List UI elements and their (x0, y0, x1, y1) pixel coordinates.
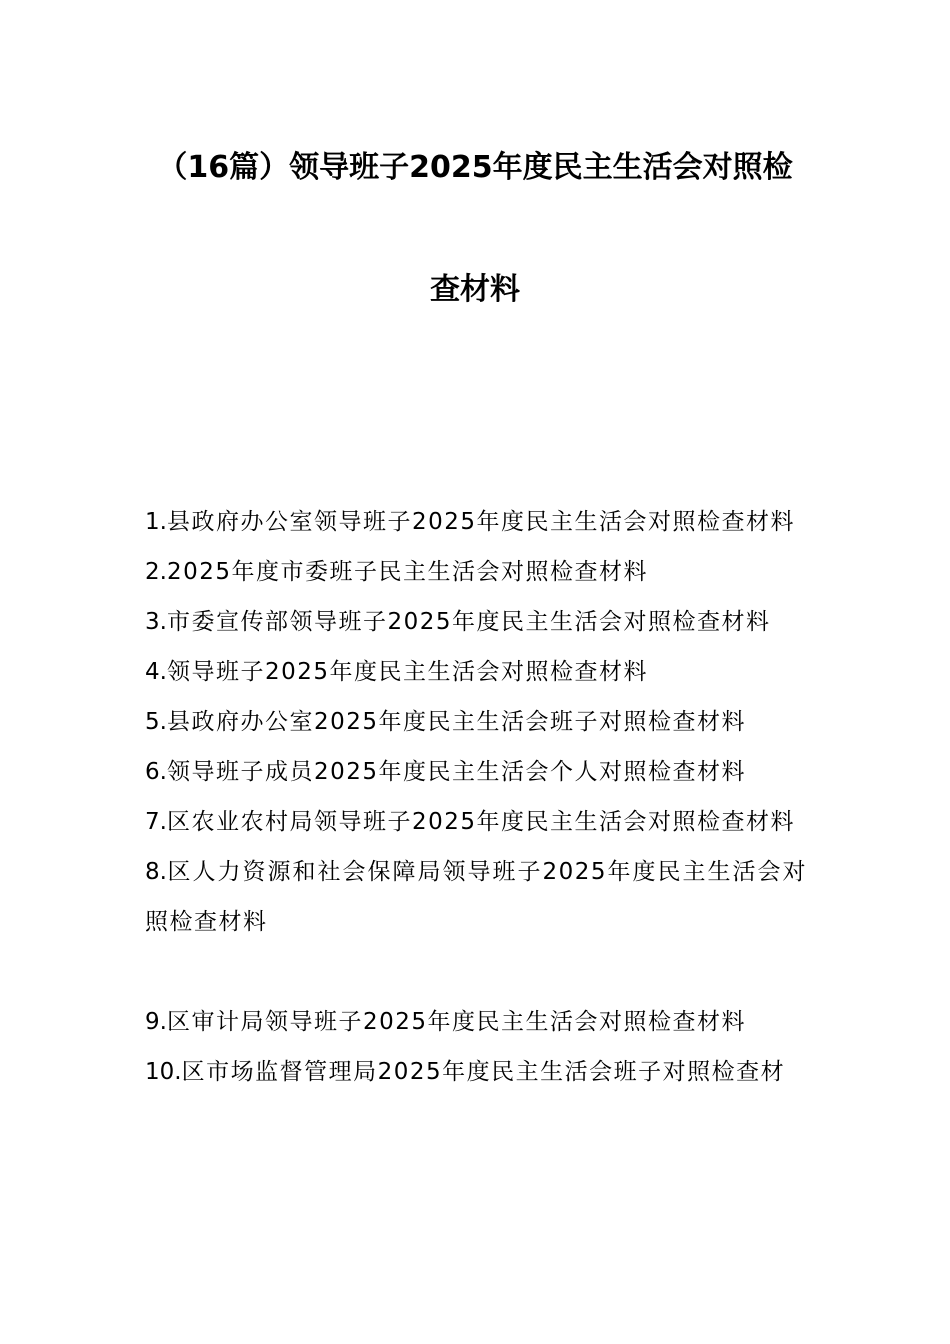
toc-item-number: 10. (145, 1059, 182, 1085)
toc-item-5 (145, 697, 807, 747)
toc-item-4 (145, 647, 807, 697)
toc-item-text: 2025年度市委班子民主生活会对照检查材料 (166, 559, 648, 585)
toc-item-number: 5. (145, 709, 167, 735)
toc-item-text: 县政府办公室领导班子2025年度民主生活会对照检查材料 (166, 509, 795, 535)
toc-item-text: 领导班子2025年度民主生活会对照检查材料 (166, 659, 648, 685)
toc-item-number: 6. (145, 759, 167, 785)
toc-item-number: 4. (145, 659, 167, 685)
toc-item-text: 市委宣传部领导班子2025年度民主生活会对照检查材料 (166, 609, 771, 635)
table-of-contents (145, 497, 807, 1097)
toc-item-number: 8. (145, 859, 167, 885)
toc-item-2 (145, 547, 807, 597)
toc-item-number: 7. (145, 809, 167, 835)
toc-item-text: 县政府办公室2025年度民主生活会班子对照检查材料 (166, 709, 746, 735)
toc-item-text: 领导班子成员2025年度民主生活会个人对照检查材料 (166, 759, 746, 785)
toc-item-7 (145, 797, 807, 847)
toc-item-text: 区审计局领导班子2025年度民主生活会对照检查材料 (166, 1009, 746, 1035)
toc-item-9 (145, 997, 807, 1047)
toc-item-text: 区人力资源和社会保障局领导班子2025年度民主生活会对照检查材料 (145, 859, 807, 935)
document-title-line-2: 查材料 (430, 272, 520, 307)
toc-item-text: 区市场监督管理局2025年度民主生活会班子对照检查材 (181, 1059, 786, 1085)
toc-item-number: 3. (145, 609, 167, 635)
toc-item-3 (145, 597, 807, 647)
toc-item-6 (145, 747, 807, 797)
toc-item-number: 9. (145, 1009, 167, 1035)
toc-item-text: 区农业农村局领导班子2025年度民主生活会对照检查材料 (166, 809, 795, 835)
toc-item-8 (145, 847, 807, 947)
document-title-line-1: （16篇）领导班子2025年度民主生活会对照检 (157, 150, 793, 185)
toc-item-1 (145, 497, 807, 547)
toc-item-10 (145, 1047, 807, 1097)
toc-item-number: 2. (145, 559, 167, 585)
toc-item-number: 1. (145, 509, 167, 535)
